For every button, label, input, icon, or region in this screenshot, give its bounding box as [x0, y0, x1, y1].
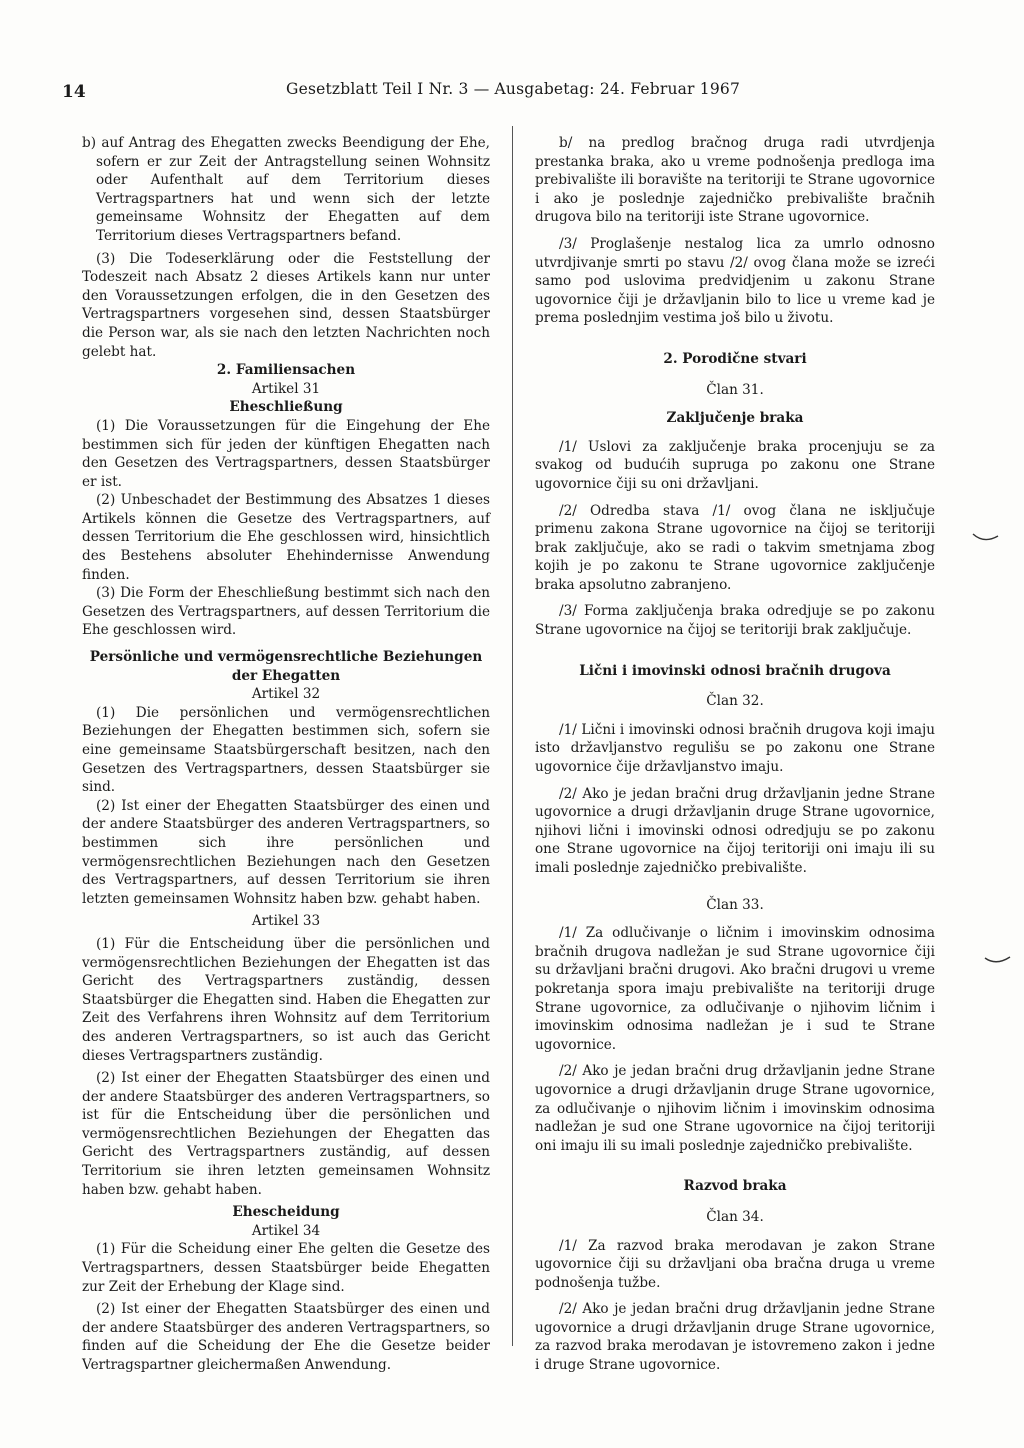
margin-mark-icon: [972, 532, 1000, 542]
article-31-paragraph-3: (3) Die Form der Eheschließung bestimmt sich nach den Gesetzen des Vertragspartners, auf dessen Territorium die Ehe geschlossen wird.: [82, 585, 490, 639]
clan-34-heading: Član 34.: [706, 1208, 764, 1225]
paragraph-b: b/ na predlog bračnog druga radi utvrdjenja prestanka braka, ako u vreme podnošenja predloga ima prebivalište ili boravište na teritoriji te Strane ugovornice i ako je poslednje zajedničko prebivalište bračnih drugova bilo na teritoriji iste Strane ugovornice.: [535, 135, 935, 226]
clan-31-heading: Član 31.: [706, 381, 764, 398]
clan-31-title: Zaključenje braka: [666, 410, 804, 427]
clan-31-paragraph-3: /3/ Forma zaključenja braka odredjuje se po zakonu Strane ugovornice na čijoj se teritoriji brak zaključuje.: [535, 603, 935, 639]
clan-32-paragraph-2: /2/ Ako je jedan bračni drug državljanin jedne Strane ugovornice a drugi državljanin druge Strane ugovornice, njihovi lični i imovinski odnosi odredjuju se po zakonu one Strane ugovornice na čijoj teritoriji oni imaju ili su imali poslednje zajedničko prebivalište.: [535, 785, 935, 876]
article-32-heading: Artikel 32: [251, 686, 321, 703]
section-heading-beziehungen: Persönliche und vermögensrechtliche Beziehungen der Ehegatten: [89, 649, 483, 684]
article-33-paragraph-1: (1) Für die Entscheidung über die persönlichen und vermögensrechtlichen Beziehungen der Ehegatten ist das Gericht des Vertragspartners zuständig, dessen Staatsbürger die Ehegatten sind. Haben die Ehegatten zur Zeit des Verfahrens ihren Wohnsitz auf dem Territorium des anderen Vertragspartners, so ist auch das Gericht dieses Vertragspartners zuständig.: [82, 935, 490, 1064]
article-33-paragraph-2: (2) Ist einer der Ehegatten Staatsbürger des einen und der andere Staatsbürger des anderen Vertragspartners, so ist für die Entscheidung über die persönlichen und vermögensrechtlichen Beziehungen der Ehegatten das Gericht des Vertragspartners zuständig, auf dessen Territorium sie ihren letzten gemeinsamen Wohnsitz haben bzw. gehabt haben.: [82, 1070, 490, 1198]
paragraph-b: b) auf Antrag des Ehegatten zwecks Beendigung der Ehe, sofern er zur Zeit der Antragstellung seinen Wohnsitz oder Aufenthalt auf dem Territorium dieses Vertragspartners hat und wenn sich der letzte gemeinsame Wohnsitz der Ehegatten auf dem Territorium dieses Vertragspartners befand.: [82, 135, 490, 244]
clan-33-heading: Član 33.: [706, 896, 764, 913]
section-heading-odnosi: Lični i imovinski odnosi bračnih drugova: [579, 662, 891, 679]
article-31-paragraph-2: (2) Unbeschadet der Bestimmung des Absatzes 1 dieses Artikels können die Gesetze des Vertragspartners, auf dessen Territorium die Ehe geschlossen wird, hinsichtlich des Bestehens absoluter Ehehindernisse Anwendung finden.: [82, 492, 490, 583]
section-heading-familiensachen: 2. Familiensachen: [216, 362, 356, 379]
page-header-title: Gesetzblatt Teil I Nr. 3 — Ausgabetag: 24. Februar 1967: [286, 80, 741, 98]
paragraph-3: (3) Die Todeserklärung oder die Feststellung der Todeszeit nach Absatz 2 dieses Artikels kann nur unter den Voraussetzungen erfolgen, die in den Gesetzen des Vertragspartners vorgesehen sind, dessen Staatsbürger die Person war, als sie nach den letzten Nachrichten noch gelebt hat.: [82, 250, 490, 360]
article-31-title: Eheschließung: [229, 399, 343, 416]
clan-32-paragraph-1: /1/ Lični i imovinski odnosi bračnih drugova koji imaju isto državljanstvo regulišu se po zakonu one Strane ugovornice čije državljanstvo imaju.: [535, 721, 935, 776]
clan-33-paragraph-1: /1/ Za odlučivanje o ličnim i imovinskim odnosima bračnih drugova nadležan je sud Strane ugovornice čiji su državljani bračni drugovi. Ako bračni drugovi u vreme pokretanja spora imaju prebivalište na teritoriji druge Strane ugovornice, za odlučivanje o njihovim ličnim i imovinskim odnosima nadležan je i sud te Strane ugovornice.: [535, 925, 935, 1053]
article-31-paragraph-1: (1) Die Voraussetzungen für die Eingehung der Ehe bestimmen sich für jeden der künftigen Ehegatten nach den Gesetzen des Vertragspartners, dessen Staatsbürger er ist.: [82, 417, 490, 490]
margin-mark-icon: [984, 955, 1012, 965]
clan-31-paragraph-2: /2/ Odredba stava /1/ ovog člana ne isključuje primenu zakona Strane ugovornice na čijoj se teritoriji brak zaključuje, ako se radi o takvim smetnjama zbog kojih je po zakonu te Strane ugovornice zaključenje braka apsolutno zabranjeno.: [535, 502, 935, 593]
column-divider: [512, 126, 513, 1346]
article-34-paragraph-1: (1) Für die Scheidung einer Ehe gelten die Gesetze des Vertragspartners, dessen Staatsbürger beide Ehegatten zur Zeit der Erhebung der Klage sind.: [82, 1241, 490, 1295]
section-heading-porodicne: 2. Porodične stvari: [663, 350, 807, 367]
serbocroatian-column: [535, 134, 935, 1383]
section-heading-ehescheidung: Ehescheidung: [232, 1204, 340, 1221]
clan-33-paragraph-2: /2/ Ako je jedan bračni drug državljanin jedne Strane ugovornice a drugi državljanin druge Strane ugovornice, za odlučivanje o njihovim ličnim i imovinskim odnosima nadležan je sud one Strane ugovornice na čijoj teritoriji oni imaju ili su imali poslednje zajedničko prebivalište.: [535, 1063, 935, 1154]
article-34-heading: Artikel 34: [251, 1222, 321, 1239]
article-33-heading: Artikel 33: [251, 913, 321, 930]
clan-31-paragraph-1: /1/ Uslovi za zaključenje braka procenjuju se za svakog od budućih supruga po zakonu one Strane ugovornice čiji su oni državljani.: [535, 438, 935, 492]
german-column: [82, 134, 490, 1375]
article-32-paragraph-2: (2) Ist einer der Ehegatten Staatsbürger des einen und der andere Staatsbürger des anderen Vertragspartners, so bestimmen sich ihre persönlichen und vermögensrechtlichen Beziehungen nach den Gesetzen des Vertragspartners, auf dessen Territorium sie ihren letzten gemeinsamen Wohnsitz haben bzw. gehabt haben.: [82, 797, 490, 907]
clan-34-paragraph-1: /1/ Za razvod braka merodavan je zakon Strane ugovornice čiji su državljani oba bračna druga u vreme podnošenja tužbe.: [535, 1237, 935, 1291]
page-number: 14: [62, 82, 86, 102]
clan-34-paragraph-2: /2/ Ako je jedan bračni drug državljanin jedne Strane ugovornice a drugi državljanin druge Strane ugovornice, za razvod braka merodavan je istovremeno zakon i jedne i druge Strane ugovornice.: [535, 1301, 935, 1374]
article-31-heading: Artikel 31: [251, 380, 321, 397]
clan-32-heading: Član 32.: [706, 693, 764, 710]
paragraph-3: /3/ Proglašenje nestalog lica za umrlo odnosno utvrdjivanje smrti po stavu /2/ ovog člana može se izreći samo pod uslovima predvidjenim u zakonu Strane ugovornice čiji je državljanin bilo to lice u vreme kad je prema poslednjim vestima još bilo u životu.: [535, 235, 935, 327]
article-32-paragraph-1: (1) Die persönlichen und vermögensrechtlichen Beziehungen der Ehegatten bestimmen sich, sofern sie eine gemeinsame Staatsbürgerschaft besitzen, nach den Gesetzen des Vertragspartners, dessen Staatsbürger sie sind.: [82, 704, 490, 796]
section-heading-razvod: Razvod braka: [683, 1178, 787, 1195]
article-34-paragraph-2: (2) Ist einer der Ehegatten Staatsbürger des einen und der andere Staatsbürger des anderen Vertragspartners, so finden auf die Scheidung der Ehe die Gesetze beider Vertragspartner gleichermaßen Anwendung.: [82, 1301, 490, 1373]
